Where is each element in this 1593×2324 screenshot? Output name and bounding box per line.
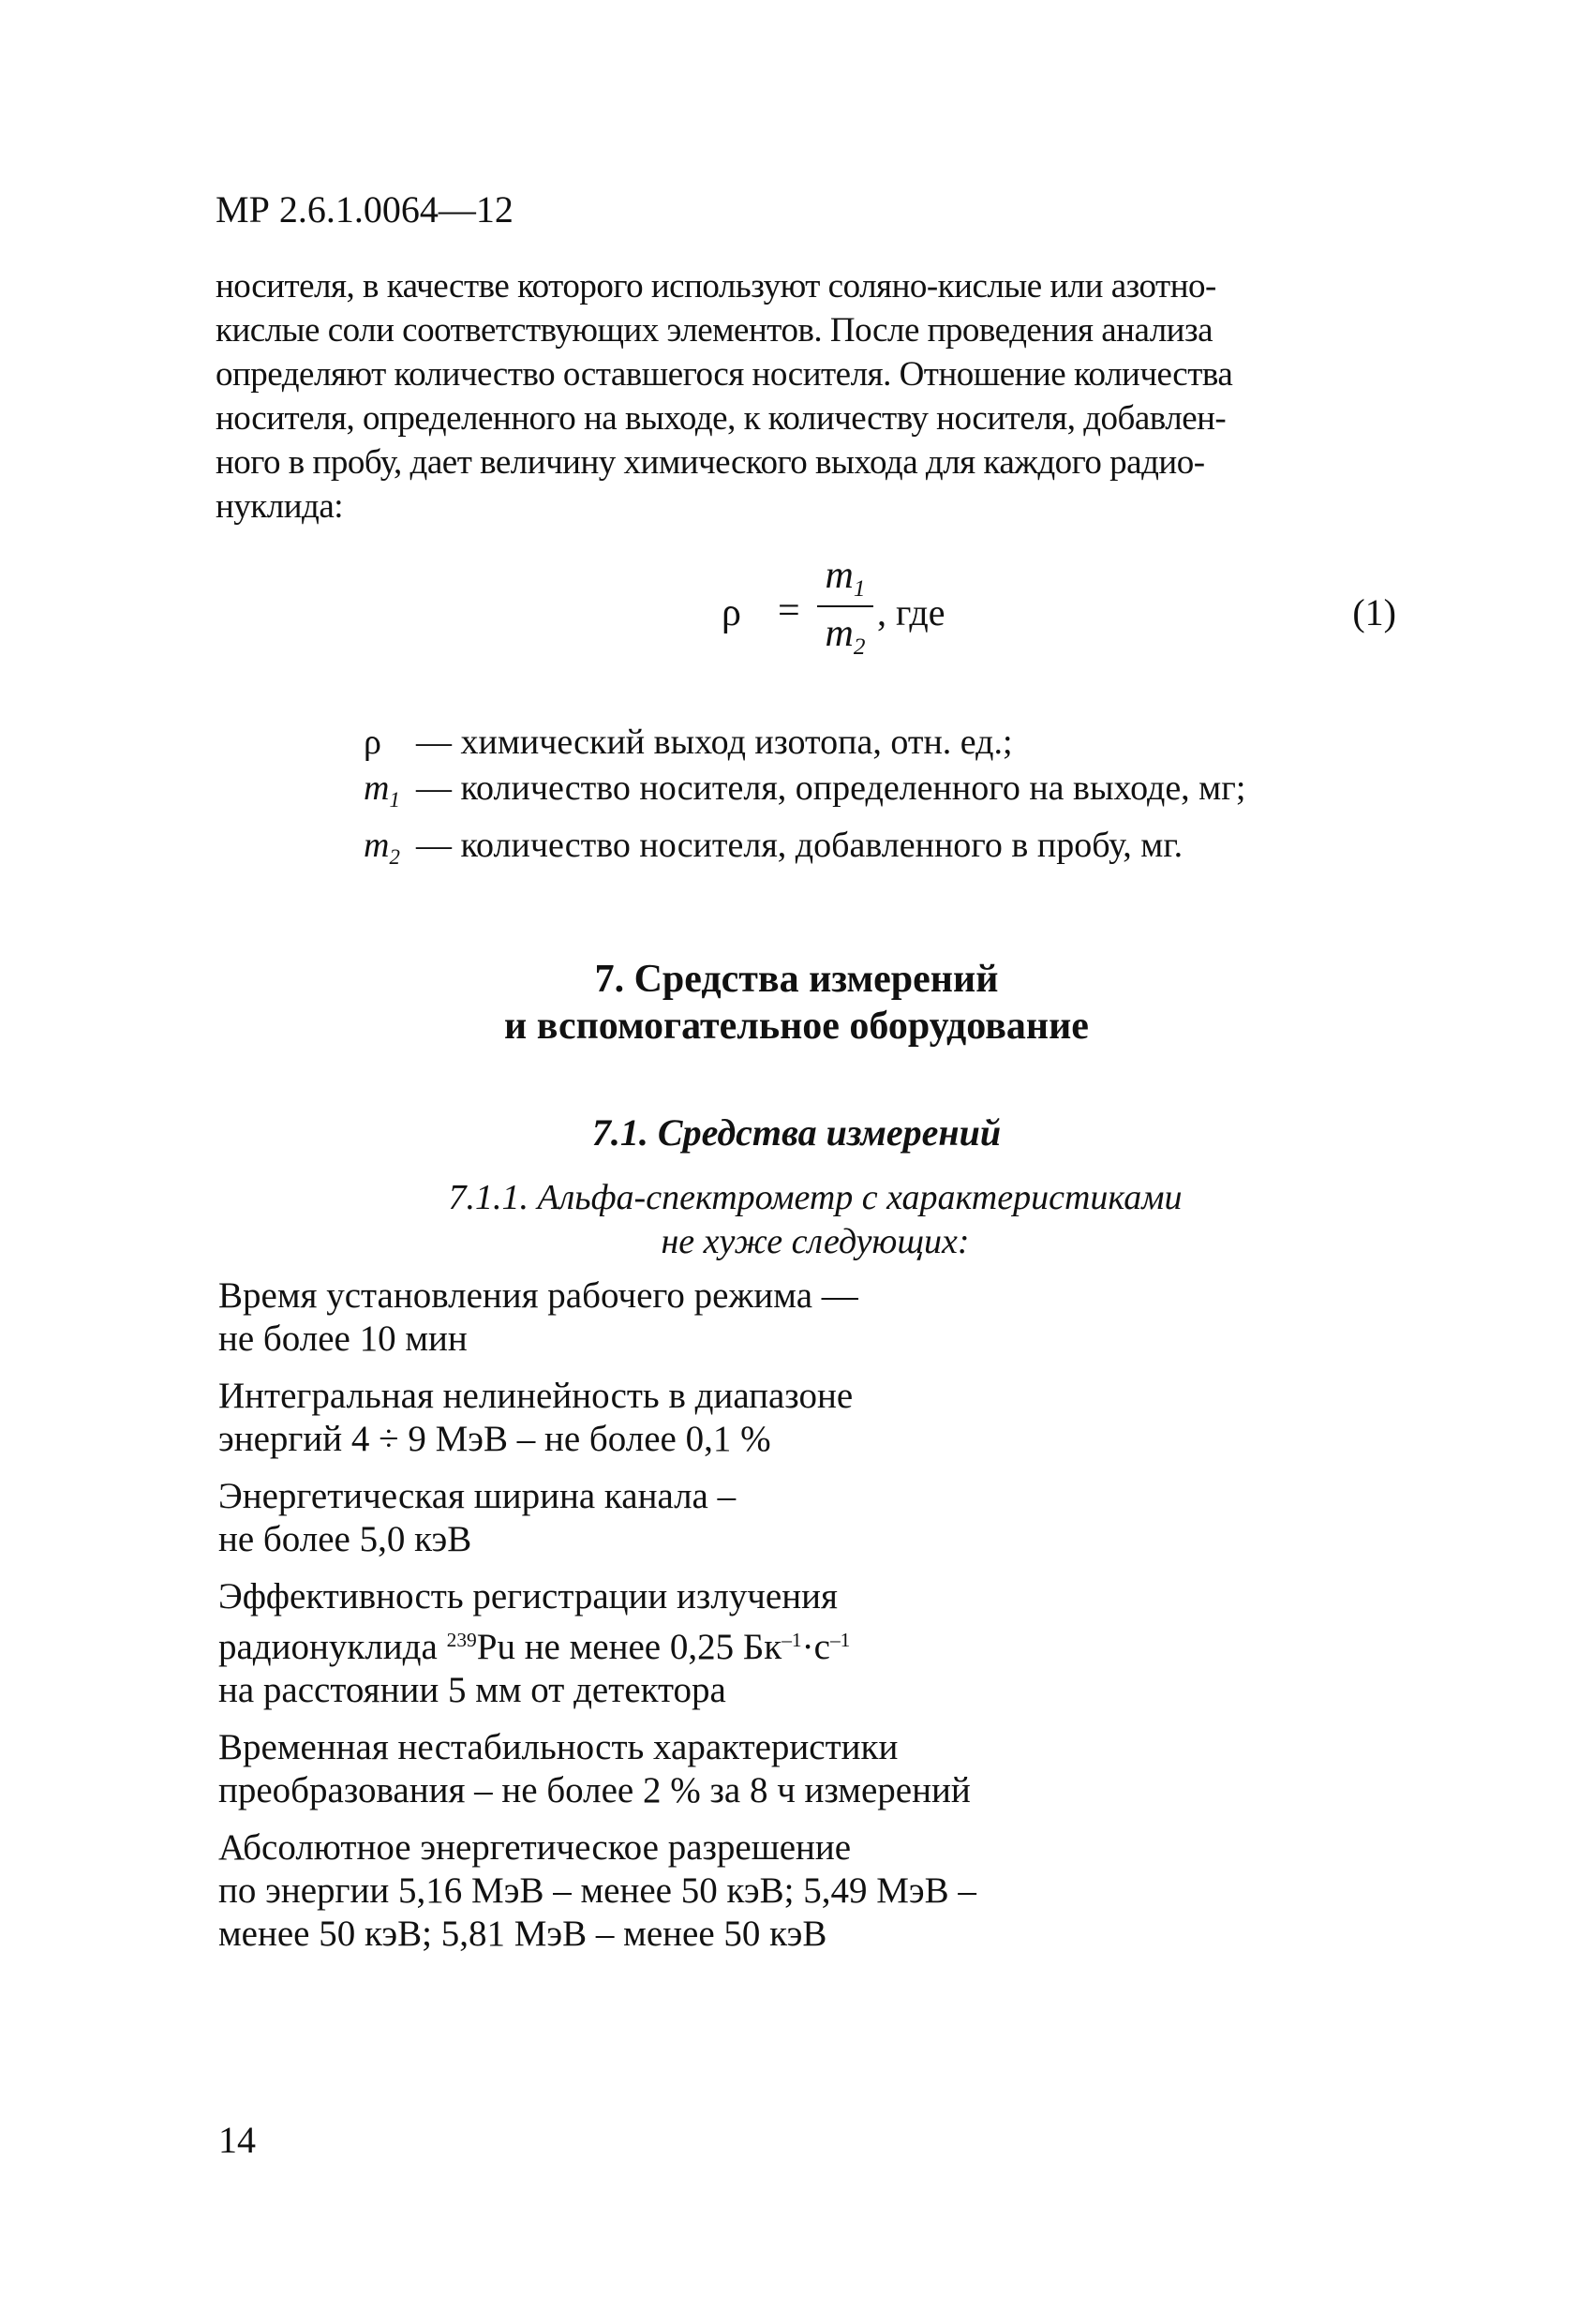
intro-line: ного в пробу, дает величину химического выхода для каждого радио-	[216, 443, 1205, 482]
spec-item	[218, 1726, 1155, 1812]
spec-item	[218, 1575, 1155, 1712]
definition-text: — химический выход изотопа, отн. ед.;	[416, 723, 1013, 762]
definition-text: — количество носителя, добавленного в пробу, мг.	[416, 825, 1184, 865]
spec-line: Абсолютное энергетическое разрешение	[218, 1826, 852, 1868]
spec-line: Эффективность регистрации излучения	[218, 1576, 838, 1616]
intro-line: носителя, в качестве которого используют соляно-кислые или азотно-	[216, 267, 1216, 305]
formula-equals: =	[778, 589, 800, 633]
spec-line: преобразования – не более 2 % за 8 ч измерений	[218, 1769, 971, 1810]
section-heading	[375, 956, 1218, 1050]
spec-list	[218, 1274, 1155, 1970]
equation-number: (1)	[1352, 591, 1396, 633]
page-number: 14	[218, 2119, 256, 2161]
subsubsection-heading	[281, 1176, 1349, 1264]
spec-line: Время установления рабочего режима —	[218, 1275, 858, 1316]
definition-symbol: $m_1$	[364, 768, 400, 812]
spec-line: Интегральная нелинейность в диапазоне	[218, 1376, 854, 1416]
spec-line: энергий 4 ÷ 9 МэВ – не более 0,1 %	[218, 1419, 771, 1459]
definition-row	[364, 720, 1245, 766]
spec-item	[218, 1826, 1155, 1956]
definition-row	[364, 823, 1245, 880]
spec-line: Временная нестабильность характеристики	[218, 1726, 899, 1767]
formula-1	[722, 554, 1396, 693]
formula-numerator: $m_1$	[825, 554, 866, 602]
definition-text: — количество носителя, определенного на выходе, мг;	[416, 768, 1246, 808]
formula-lhs: ρ	[722, 591, 741, 634]
spec-line: Энергетическая ширина канала –	[218, 1476, 737, 1516]
definition-row	[364, 766, 1245, 823]
formula-denominator: $m_2$	[825, 612, 866, 660]
fraction-bar	[817, 605, 873, 607]
spec-line: менее 50 кэВ; 5,81 МэВ – менее 50 кэВ	[218, 1913, 827, 1954]
spec-line: не более 5,0 кэВ	[218, 1519, 472, 1559]
intro-line: определяют количество оставшегося носителя. Отношение количества	[216, 355, 1233, 394]
intro-line: носителя, определенного на выходе, к количеству носителя, добавлен-	[216, 399, 1227, 438]
intro-line: кислые соли соответствующих элементов. После проведения анализа	[216, 311, 1213, 350]
spec-line: не более 10 мин	[218, 1318, 468, 1359]
subsection-heading: 7.1. Средства измерений	[591, 1111, 1002, 1154]
spec-item	[218, 1274, 1155, 1361]
section-heading-line: 7. Средства измерений	[594, 958, 999, 1001]
formula-where: , где	[877, 591, 945, 633]
definitions-list	[364, 720, 1245, 880]
definition-symbol: $m_2$	[364, 825, 400, 869]
spec-line: радионуклида $^{239}$Pu не менее 0,25 $Бк^{-1}\cdot с^{-1}$	[218, 1626, 851, 1667]
spec-line: по энергии 5,16 МэВ – менее 50 кэВ; 5,49 МэВ –	[218, 1870, 976, 1911]
document-header: МР 2.6.1.0064—12	[216, 188, 514, 231]
spec-item	[218, 1375, 1155, 1461]
spec-item	[218, 1475, 1155, 1561]
formula-fraction	[817, 553, 873, 661]
intro-line: нуклида:	[216, 487, 344, 526]
section-heading-line: и вспомогательное оборудование	[504, 1005, 1089, 1048]
spec-line: на расстоянии 5 мм от детектора	[218, 1669, 726, 1710]
subsubsection-line: 7.1.1. Альфа-спектрометр с характеристиками	[448, 1178, 1183, 1217]
intro-paragraph	[216, 264, 1377, 529]
definition-symbol: ρ	[364, 723, 381, 762]
subsubsection-line: не хуже следующих:	[661, 1222, 970, 1261]
